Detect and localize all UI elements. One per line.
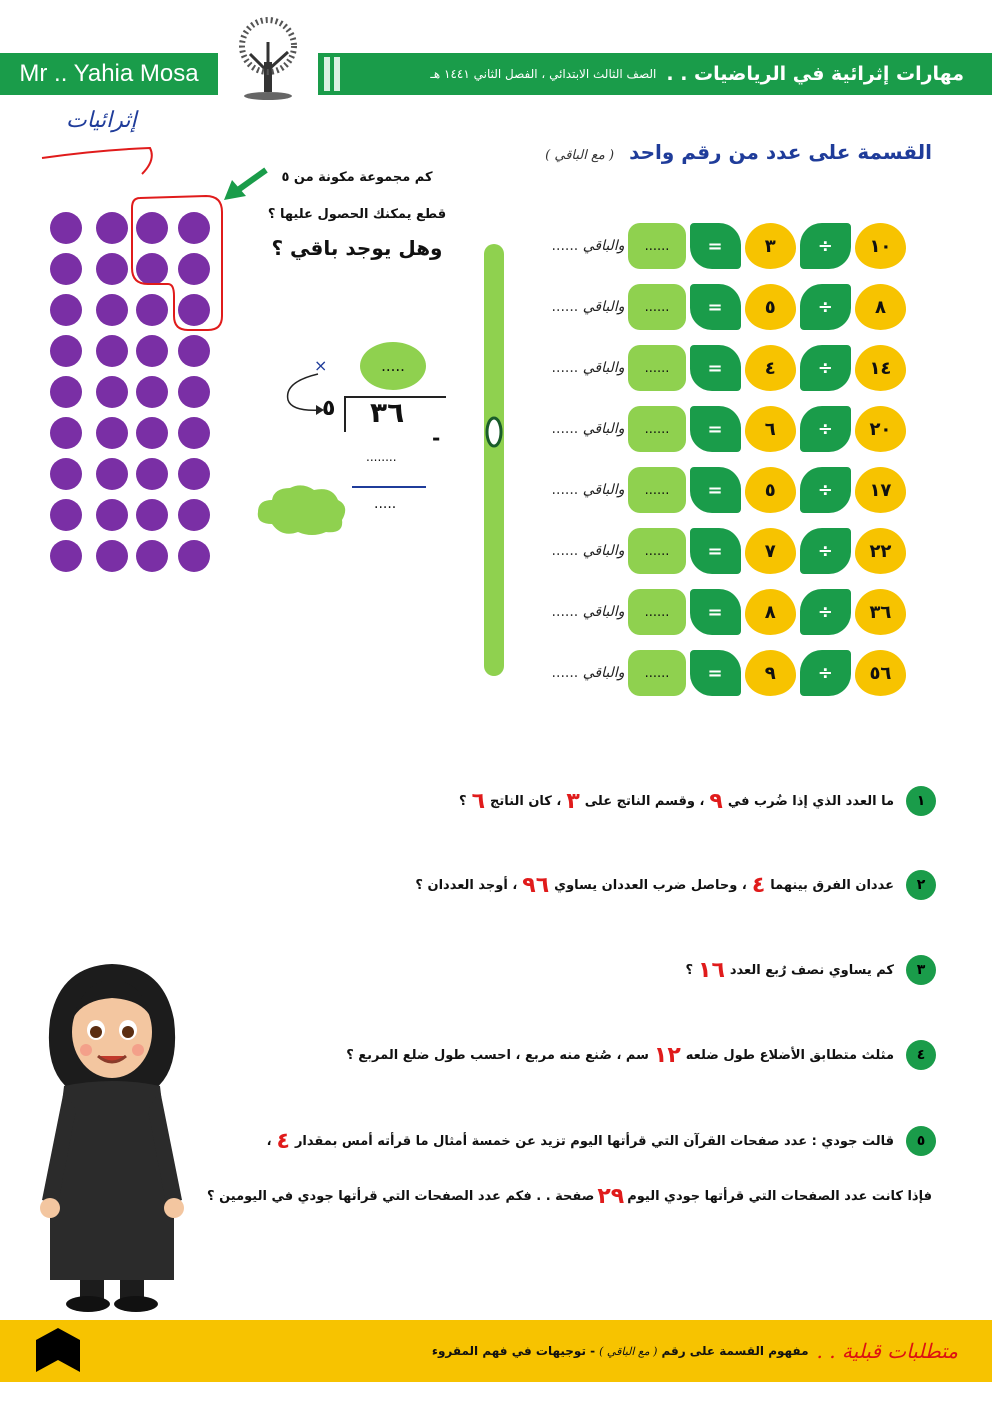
divisor-value: ٨ xyxy=(764,601,776,623)
question-text: ، أوجد العددان ؟ xyxy=(415,877,518,893)
remainder-dots: ...... xyxy=(551,482,579,498)
product-dots: ........ xyxy=(366,450,397,464)
times-sign: × xyxy=(314,356,328,375)
dividend-cell xyxy=(855,284,906,330)
remainder-dots: ...... xyxy=(551,421,579,437)
tree-logo-icon xyxy=(228,12,308,104)
counter-dot xyxy=(50,294,82,326)
question-text: ؟ xyxy=(459,793,467,809)
enrichment-label: إثرائيات xyxy=(66,108,137,133)
banner-stripe xyxy=(324,57,330,91)
equals-sign: = xyxy=(707,235,723,257)
equals-sign: = xyxy=(707,357,723,379)
question-5 xyxy=(265,1126,936,1156)
title-banner xyxy=(318,53,992,95)
counter-dot xyxy=(96,212,128,244)
remainder-dots: ...... xyxy=(551,543,579,559)
remainder-dots: ...... xyxy=(551,238,579,254)
division-row xyxy=(536,344,906,392)
divisor-value: ٧ xyxy=(764,540,776,562)
question-number: ١٢ xyxy=(653,1042,681,1068)
cloud-bubble-icon xyxy=(252,480,350,538)
counter-dot xyxy=(96,499,128,531)
question-text: عددان الفرق بينهما xyxy=(770,877,894,893)
section-title xyxy=(545,140,932,164)
question-number: ٩ xyxy=(709,788,723,814)
dividend-value: ٢٢ xyxy=(869,540,892,562)
divisor-cell xyxy=(745,589,796,635)
counter-dot xyxy=(50,212,82,244)
question-number: ٦ xyxy=(471,788,486,814)
counter-dot xyxy=(50,376,82,408)
dividend-value: ٢٠ xyxy=(869,418,892,440)
counter-dot xyxy=(136,417,168,449)
dividend-value: ١٠ xyxy=(869,235,892,257)
dividend-cell xyxy=(855,650,906,696)
divide-cell xyxy=(800,467,851,513)
remainder-dots: ...... xyxy=(551,604,579,620)
remainder-blank[interactable] xyxy=(536,421,624,437)
equals-cell xyxy=(690,223,741,269)
answer-dots: ...... xyxy=(644,482,670,498)
divide-cell xyxy=(800,406,851,452)
girl-illustration-icon xyxy=(24,960,200,1316)
equals-cell xyxy=(690,406,741,452)
question-4 xyxy=(344,1040,936,1070)
banner-stripe xyxy=(334,57,340,91)
counter-dot xyxy=(96,335,128,367)
answer-dots: ...... xyxy=(644,543,670,559)
divide-cell xyxy=(800,650,851,696)
question-text: ؟ xyxy=(685,962,694,978)
equals-sign: = xyxy=(707,662,723,684)
answer-cell[interactable] xyxy=(628,345,685,391)
dividend-cell xyxy=(855,223,906,269)
counter-dot xyxy=(50,458,82,490)
question-3 xyxy=(683,955,936,985)
divide-sign: ÷ xyxy=(817,296,833,318)
divide-cell xyxy=(800,223,851,269)
footer-note: ( مع الباقي ) xyxy=(599,1344,658,1358)
dividend: ٣٦ xyxy=(370,396,405,429)
answer-dots: ...... xyxy=(644,299,670,315)
counter-dot xyxy=(96,417,128,449)
divisor-value: ٥ xyxy=(764,479,776,501)
divide-sign: ÷ xyxy=(817,601,833,623)
answer-cell[interactable] xyxy=(628,223,685,269)
remainder-blank[interactable] xyxy=(536,360,624,376)
answer-dots: ...... xyxy=(644,360,670,376)
question-number: ٤ xyxy=(751,872,766,898)
remainder-word: والباقي xyxy=(582,299,625,315)
remainder-word: والباقي xyxy=(582,665,625,681)
remainder-dots: ...... xyxy=(551,360,579,376)
remainder-dots: ...... xyxy=(551,665,579,681)
answer-cell[interactable] xyxy=(628,528,685,574)
dividend-value: ٣٦ xyxy=(869,601,892,623)
equals-cell xyxy=(690,467,741,513)
dots-prompt xyxy=(262,170,452,260)
divide-cell xyxy=(800,589,851,635)
dividend-cell xyxy=(855,467,906,513)
dividend-value: ١٧ xyxy=(869,479,892,501)
divisor-value: ٦ xyxy=(764,418,776,440)
prompt-line-1: كم مجموعة مكونة من ٥ xyxy=(281,170,433,185)
remainder-blank[interactable] xyxy=(536,604,624,620)
divide-sign: ÷ xyxy=(817,235,833,257)
divide-sign: ÷ xyxy=(817,357,833,379)
question-text: مثلث متطابق الأضلاع طول ضلعه xyxy=(685,1047,894,1063)
equals-sign: = xyxy=(707,540,723,562)
quotient-bubble xyxy=(360,342,426,390)
question-number: ١٦ xyxy=(698,957,725,983)
equals-sign: = xyxy=(707,601,723,623)
divide-sign: ÷ xyxy=(817,418,833,440)
counter-dot xyxy=(178,458,210,490)
remainder-word: والباقي xyxy=(582,543,625,559)
question-text: قالت جودي : عدد صفحات القرآن التي قرأتها اليوم تزيد عن خمسة أمثال ما قرأته أمس بمقدار xyxy=(294,1133,894,1149)
counter-dot xyxy=(50,540,82,572)
division-row xyxy=(536,222,906,270)
counter-dot xyxy=(136,376,168,408)
subtraction-line xyxy=(352,486,426,488)
remainder-blank[interactable] xyxy=(536,543,624,559)
equals-sign: = xyxy=(707,418,723,440)
divisor-cell xyxy=(745,650,796,696)
question-number-badge: ٣ xyxy=(906,955,936,985)
counter-dot xyxy=(50,253,82,285)
q5-text-b: صفحة . . فكم عدد الصفحات التي قرأتها جودي في اليومين ؟ xyxy=(207,1189,595,1204)
answer-cell[interactable] xyxy=(628,589,685,635)
division-row xyxy=(536,405,906,453)
bookmark-icon xyxy=(34,1326,82,1374)
remainder-dots: ..... xyxy=(374,496,397,512)
remainder-word: والباقي xyxy=(582,421,625,437)
division-row xyxy=(536,283,906,331)
remainder-word: والباقي xyxy=(582,482,625,498)
counter-dot xyxy=(96,253,128,285)
counter-dot xyxy=(178,335,210,367)
question-number-badge: ١ xyxy=(906,786,936,816)
divisor-cell xyxy=(745,528,796,574)
answer-cell[interactable] xyxy=(628,467,685,513)
answer-cell[interactable] xyxy=(628,406,685,452)
section-title-text: القسمة على عدد من رقم واحد xyxy=(629,140,932,164)
author-name: Mr .. Yahia Mosa xyxy=(19,60,199,87)
question-text: ما العدد الذي إذا ضُرب في xyxy=(727,793,894,809)
minus-sign: - xyxy=(432,426,441,450)
quotient-dots: ..... xyxy=(381,357,405,375)
question-text: سم ، صُنع منه مربع ، احسب طول ضلع المربع ؟ xyxy=(346,1047,649,1063)
equals-cell xyxy=(690,284,741,330)
divisor-value: ٥ xyxy=(764,296,776,318)
remainder-word: والباقي xyxy=(582,604,625,620)
divisor-value: ٣ xyxy=(764,235,776,257)
group-highlight-icon xyxy=(128,192,228,338)
divisor-cell xyxy=(745,345,796,391)
remainder-word: والباقي xyxy=(582,360,625,376)
equals-cell xyxy=(690,650,741,696)
answer-dots: ...... xyxy=(644,604,670,620)
question-2 xyxy=(413,870,936,900)
divisor-cell xyxy=(745,467,796,513)
question-text: ، وقسم الناتج على xyxy=(584,793,705,809)
divisor-cell xyxy=(745,284,796,330)
counter-dot xyxy=(96,458,128,490)
q5-text-a: فإذا كانت عدد الصفحات التي قرأتها جودي اليوم xyxy=(627,1189,932,1204)
question-number: ٩٦ xyxy=(522,872,550,898)
remainder-word: والباقي xyxy=(582,238,625,254)
remainder-dots: ...... xyxy=(551,299,579,315)
divide-cell xyxy=(800,528,851,574)
divide-cell xyxy=(800,345,851,391)
divisor: ٥ xyxy=(322,396,336,421)
footer-title: متطلبات قبلية . . xyxy=(816,1339,958,1363)
counter-dot xyxy=(178,540,210,572)
remainder-blank[interactable] xyxy=(536,299,624,315)
dividend-value: ١٤ xyxy=(869,357,892,379)
q5-number: ٢٩ xyxy=(597,1184,625,1209)
page-subtitle: الصف الثالث الابتدائي ، الفصل الثاني ١٤٤١ هـ xyxy=(430,67,657,81)
divisor-cell xyxy=(745,406,796,452)
divide-sign: ÷ xyxy=(817,662,833,684)
counter-dot xyxy=(96,540,128,572)
footer-bar xyxy=(0,1320,992,1382)
divide-cell xyxy=(800,284,851,330)
answer-dots: ...... xyxy=(644,665,670,681)
dividend-cell xyxy=(855,406,906,452)
counter-dot xyxy=(50,499,82,531)
divide-sign: ÷ xyxy=(817,540,833,562)
division-row xyxy=(536,527,906,575)
question-text: ، xyxy=(266,1133,272,1149)
divisor-value: ٩ xyxy=(764,662,776,684)
question-text: ، وحاصل ضرب العددان يساوي xyxy=(554,877,747,893)
equals-sign: = xyxy=(707,479,723,501)
author-banner xyxy=(0,53,218,95)
divisor-value: ٤ xyxy=(764,357,776,379)
question-number: ٣ xyxy=(566,788,580,814)
equals-sign: = xyxy=(707,296,723,318)
counter-dot xyxy=(50,417,82,449)
underline-swoosh-icon xyxy=(38,140,158,180)
counter-dot xyxy=(136,458,168,490)
prompt-line-2: قطع يمكنك الحصول عليها ؟ xyxy=(267,207,447,222)
counter-dot xyxy=(136,499,168,531)
counter-dot xyxy=(96,294,128,326)
remainder-blank[interactable] xyxy=(536,665,624,681)
question-1 xyxy=(457,786,936,816)
division-row xyxy=(536,466,906,514)
equals-cell xyxy=(690,528,741,574)
question-5-line-2 xyxy=(207,1184,932,1209)
equals-cell xyxy=(690,589,741,635)
remainder-blank[interactable] xyxy=(536,238,624,254)
footer-text: مفهوم القسمة على رقم xyxy=(661,1344,809,1358)
page-title: مهارات إثرائية في الرياضيات . . xyxy=(666,63,964,85)
dividend-cell xyxy=(855,528,906,574)
counter-dot xyxy=(136,335,168,367)
answer-dots: ...... xyxy=(644,421,670,437)
counter-dot xyxy=(178,499,210,531)
answer-cell[interactable] xyxy=(628,650,685,696)
section-note: ( مع الباقي ) xyxy=(545,148,615,163)
remainder-blank[interactable] xyxy=(536,482,624,498)
dividend-value: ٥٦ xyxy=(869,662,892,684)
question-number-badge: ٤ xyxy=(906,1040,936,1070)
question-number: ٤ xyxy=(276,1128,290,1154)
prompt-line-3: وهل يوجد باقي ؟ xyxy=(271,236,443,260)
division-row xyxy=(536,588,906,636)
counter-dot xyxy=(178,417,210,449)
footer-text-2: - توجيهات في فهم المقروء xyxy=(431,1344,596,1358)
equals-cell xyxy=(690,345,741,391)
dividend-cell xyxy=(855,589,906,635)
divide-sign: ÷ xyxy=(817,479,833,501)
divisor-cell xyxy=(745,223,796,269)
question-text: كم يساوي نصف رُبع العدد xyxy=(729,962,894,978)
question-number-badge: ٥ xyxy=(906,1126,936,1156)
divider-capsule-icon xyxy=(478,240,510,680)
counter-dot xyxy=(178,376,210,408)
question-text: ، كان الناتج xyxy=(490,793,562,809)
answer-dots: ...... xyxy=(644,238,670,254)
question-number-badge: ٢ xyxy=(906,870,936,900)
counter-dot xyxy=(136,540,168,572)
counter-dot xyxy=(50,335,82,367)
dividend-cell xyxy=(855,345,906,391)
counter-dot xyxy=(96,376,128,408)
division-row xyxy=(536,649,906,697)
dividend-value: ٨ xyxy=(874,296,886,318)
answer-cell[interactable] xyxy=(628,284,685,330)
